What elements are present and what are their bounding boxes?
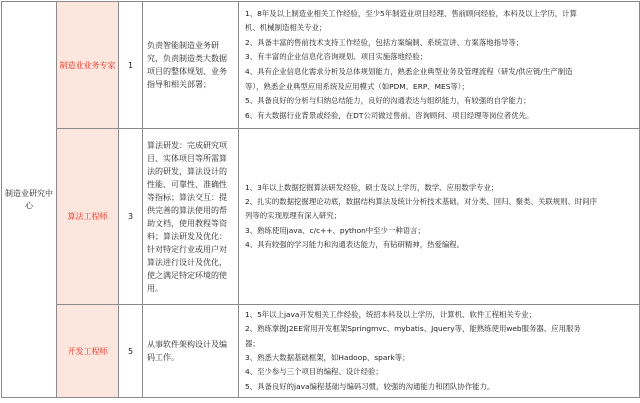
table-row <box>2 129 640 305</box>
requirement-line: 器； <box>245 338 260 348</box>
responsibilities-cell <box>143 2 239 129</box>
responsibilities-text: 算法研发：完成研究项目、实体项目等所需算法的研发，算法设计的性能、可靠性、准确性等指标；算法交互：提供完善的算法使用的帮助文档，使用教程等资料；算法研发及优化：针对特定行业或用户对算法进行设计及优化，使之满足特定环境的使用。 <box>147 140 227 293</box>
requirement-line: 3、熟悉大数据基础框架，如Hadoop、spark等； <box>245 353 410 362</box>
requirement-line: 2、扎实的数据挖掘理论功底，数据结构算法及统计分析技术基础，对分类、回归、聚类、关联规则、时间序 <box>245 197 598 207</box>
position-name: 算法工程师 <box>67 212 108 221</box>
count-cell <box>119 2 143 129</box>
responsibilities-text: 负责智能制造业务研究，负责制造类大数据项目的整体规划、业务指导和相关部署； <box>147 41 227 89</box>
responsibilities-cell <box>143 129 239 305</box>
headcount: 1 <box>127 60 134 70</box>
department-label: 制造业研究中心 <box>5 188 53 210</box>
position-cell <box>57 129 119 305</box>
requirement-line: 2、熟练掌握J2EE常用开发框架Springmvc、mybatis、Jquery等，能熟练使用web服务器、应用服务 <box>245 324 581 334</box>
requirement-line: 3、有丰富的企业信息化咨询规划、项目实施落地经验； <box>245 52 428 62</box>
requirements-list <box>245 7 635 124</box>
requirement-line: 4、具有企业信息化需求分析及总体规划能力，熟悉企业典型业务及管理流程（研发/供应链/生产制造 <box>245 67 573 76</box>
requirement-line: 1、8年及以上制造业相关工作经验，至少5年制造业项目经理、售前顾问经验，本科及以上学历，计算 <box>245 8 577 18</box>
requirements-cell <box>239 305 640 398</box>
requirement-line: 1、3年以上数据挖掘算法研发经验，硕士及以上学历，数学、应用数学专业； <box>245 182 499 192</box>
requirement-line: 2、具备丰富的售前技术支持工作经验，包括方案编制、系统宣讲、方案落地指导等； <box>245 37 524 47</box>
requirement-line: 列等的实现原理有深入研究； <box>245 211 342 221</box>
position-cell <box>57 2 119 129</box>
position-cell <box>57 305 119 398</box>
table-row <box>2 305 640 398</box>
position-name: 制造业业务专家 <box>59 60 116 70</box>
responsibilities-text: 从事软件架构设计及编码工作。 <box>147 340 227 362</box>
responsibilities-cell <box>143 305 239 398</box>
headcount: 5 <box>127 346 134 356</box>
requirement-line: 1、5年以上java开发相关工作经验，统招本科及以上学历，计算机、软件工程相关专业； <box>245 310 536 320</box>
recruitment-table <box>1 1 640 398</box>
count-cell <box>119 129 143 305</box>
requirement-line: 机、机械制造相关专业； <box>245 23 327 33</box>
requirement-line: 等），熟悉企业典型应用系统及应用模式（如PDM、ERP、MES等）； <box>245 81 469 91</box>
requirement-line: 5、具备良好的分析与归纳总结能力，良好的沟通表达与组织能力，有较强的自学能力； <box>245 96 531 106</box>
requirements-cell <box>239 2 640 129</box>
requirements-list <box>245 308 635 394</box>
requirement-line: 3、熟练使用java、c/c++、python中至少一种语言； <box>245 225 425 235</box>
position-name: 开发工程师 <box>67 346 108 356</box>
requirement-line: 5、具备良好的java编程基础与编码习惯，较强的沟通能力和团队协作能力。 <box>245 381 495 391</box>
requirements-cell <box>239 129 640 305</box>
requirements-list <box>245 181 635 252</box>
table-row <box>2 2 640 129</box>
requirement-line: 6、有大数据行业背景或经验，在DT公司做过售前、咨询顾问、项目经理等岗位者优先。 <box>245 110 534 120</box>
requirement-line: 4、至少参与三个项目的编程、设计经验； <box>245 367 383 377</box>
count-cell <box>119 305 143 398</box>
headcount: 3 <box>127 212 134 221</box>
department-cell <box>2 2 57 398</box>
requirement-line: 4、具有较强的学习能力和沟通表达能力，有钻研精神，热爱编程。 <box>245 239 465 249</box>
